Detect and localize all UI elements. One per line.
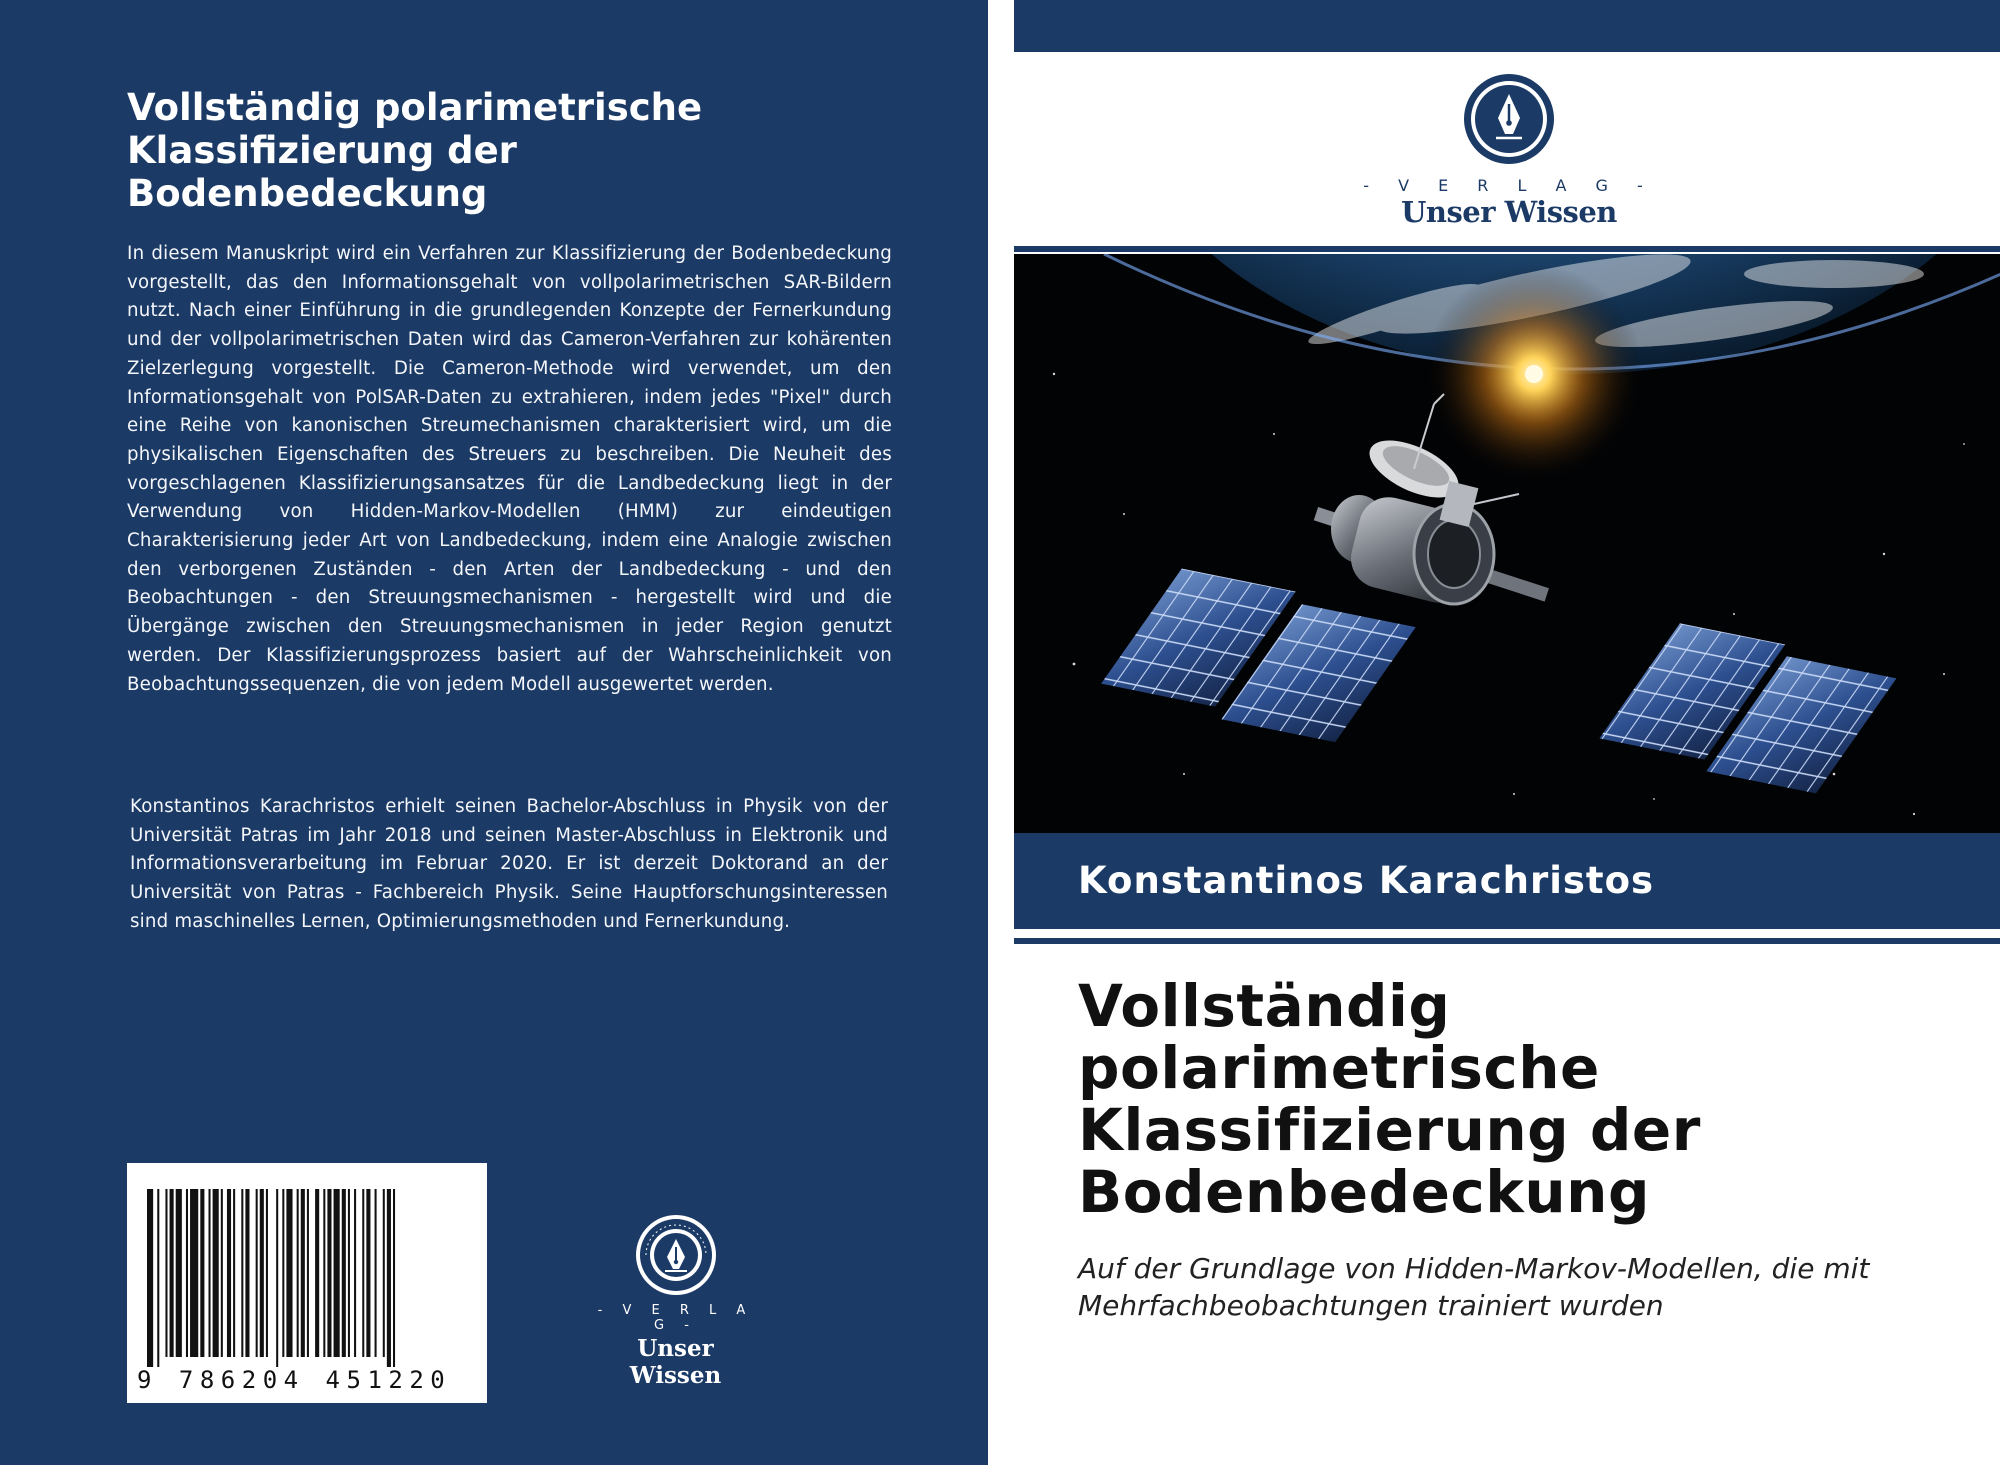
- isbn-number: 9 786204 451220: [137, 1366, 452, 1394]
- front-verlag-label: - V E R L A G -: [1363, 176, 1655, 195]
- back-cover: [0, 0, 988, 1465]
- front-publisher-logo: [1274, 72, 1744, 229]
- front-author-name: Konstantinos Karachristos: [1078, 859, 1655, 902]
- fountain-pen-nib-seal-icon: [634, 1213, 718, 1297]
- divider-rule: [1014, 246, 2000, 252]
- front-top-bar: [1014, 0, 2000, 52]
- front-cover: [1014, 0, 2000, 1465]
- isbn-barcode: [127, 1163, 487, 1403]
- author-biography: Konstantinos Karachristos erhielt seinen Bachelor-Abschluss in Physik von der Universität Patras im Jahr 2018 und seinen Master-Abschluss in Elektronik und Informationsverarbeitung im Februar 2020. Er ist derzeit Doktorand an der Universität von Patras - Fachbereich Physik. Seine Hauptforschungsinteressen sind maschinelles Lernen, Optimierungsmethoden und Fernerkundung.: [130, 796, 888, 932]
- author-band: [1014, 833, 2000, 929]
- front-cover-subtitle: Auf der Grundlage von Hidden-Markov-Modellen, die mit Mehrfachbeobachtungen trainiert wurden: [1078, 1252, 1870, 1322]
- back-publisher-name: Unser Wissen: [629, 1335, 722, 1389]
- cover-satellite-image: [1014, 254, 2000, 833]
- barcode-bars-icon: [145, 1189, 469, 1367]
- spine-gap: [988, 0, 1014, 1465]
- back-cover-description: In diesem Manuskript wird ein Verfahren zur Klassifizierung der Bodenbedeckung vorgestellt, das den Informationsgehalt von vollpolarimetrischen SAR-Bildern nutzt. Nach einer Einführung in die grundlegenden Konzepte der Fernerkundung und der vollpolarimetrischen Daten wird das Cameron-Verfahren zur kohärenten Zielzerlegung vorgestellt. Die Cameron-Methode wird verwendet, um den Informationsgehalt von PolSAR-Daten zu extrahieren, indem jedes "Pixel" durch eine Reihe von kanonischen Streumechanismen charakterisiert wird, um die physikalischen Eigenschaften des Streuers zu beschreiben. Die Neuheit des vorgeschlagenen Klassifizierungsansatzes für die Landbedeckung liegt in der Verwendung von Hidden-Markov-Modellen (HMM) zur eindeutigen Charakterisierung jeder Art von Landbedeckung, indem eine Analogie zwischen den verborgenen Zuständen - den Arten der Landbedeckung - und den Beobachtungen - den Streuungsmechanismen - hergestellt wird und die Übergänge zwischen den Streuungsmechanismen in jeder Region genutzt werden. Der Klassifizierungsprozess basiert auf der Wahrscheinlichkeit von Beobachtungssequenzen, die von jedem Modell ausgewertet werden.: [127, 243, 892, 695]
- satellite-orbiting-earth-image: [1014, 254, 2000, 833]
- front-publisher-name: Unser Wissen: [1401, 195, 1617, 229]
- front-cover-title: Vollständig polarimetrische Klassifizierung der Bodenbedeckung: [1078, 972, 1701, 1226]
- fountain-pen-nib-seal-icon: [1462, 72, 1556, 166]
- back-verlag-label: - V E R L A G -: [597, 1303, 754, 1333]
- divider-rule: [1014, 938, 2000, 944]
- back-publisher-logo: [588, 1213, 763, 1389]
- back-cover-title: Vollständig polarimetrische Klassifizierung der Bodenbedeckung: [127, 86, 703, 215]
